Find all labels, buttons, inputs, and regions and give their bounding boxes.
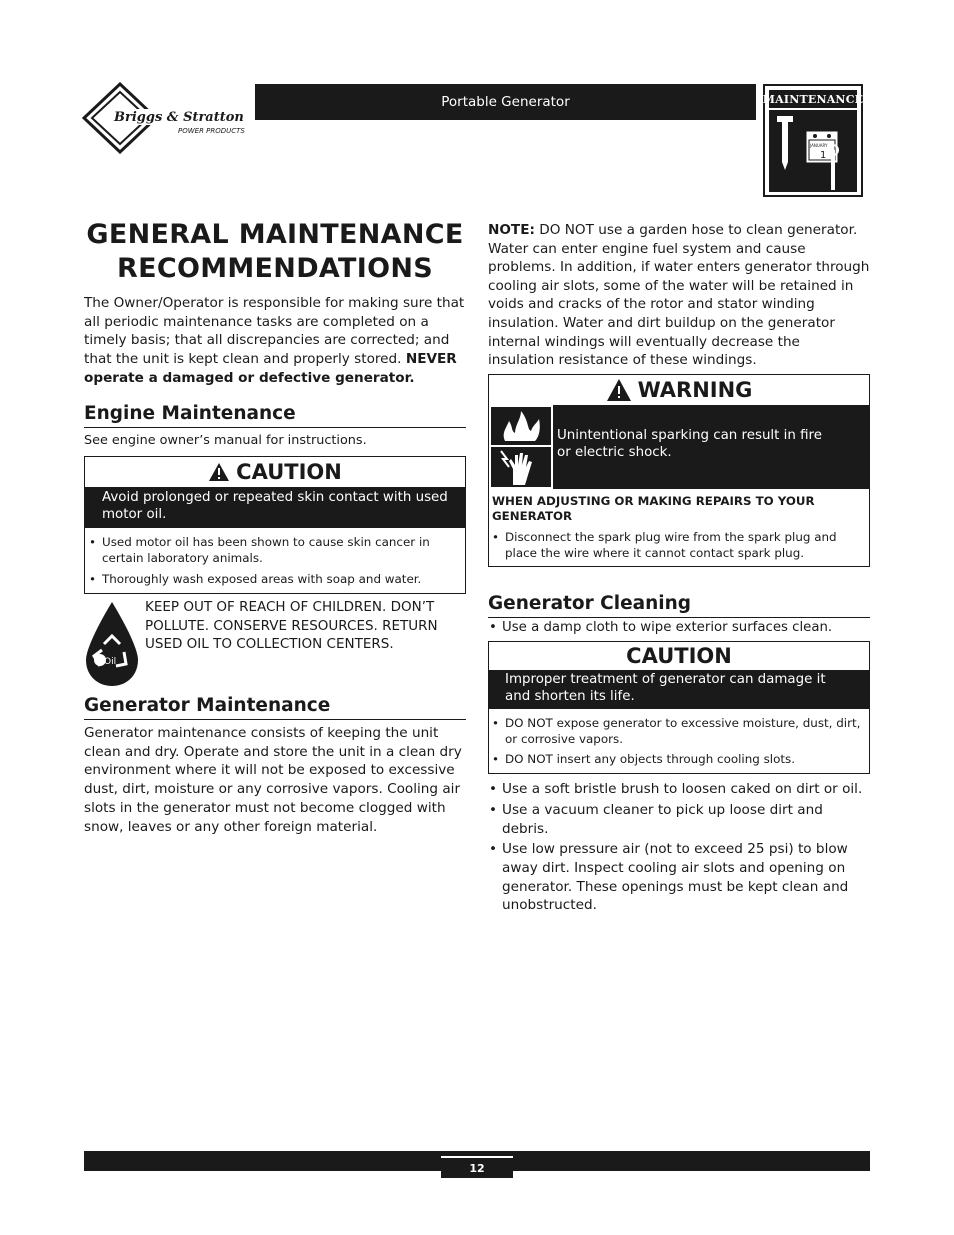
right-column xyxy=(488,218,870,915)
warning-subhead: WHEN ADJUSTING OR MAKING REPAIRS TO YOUR GENERATOR xyxy=(492,493,815,523)
cleaning-caution-box xyxy=(488,641,870,775)
engine-caution-header xyxy=(85,457,465,487)
recycle-oil-text: KEEP OUT OF REACH OF CHILDREN. DON’T POLLUTE. CONSERVE RESOURCES. RETURN USED OIL TO COLLECTION CENTERS. xyxy=(145,599,438,653)
fire-icon xyxy=(491,407,551,445)
engine-maintenance-text: See engine owner’s manual for instructions. xyxy=(84,432,367,448)
cleaning-list xyxy=(488,780,870,915)
warning-message: Unintentional sparking can result in fire or electric shock. xyxy=(557,427,823,461)
header-title: Portable Generator xyxy=(441,94,570,110)
cleaning-caution-message: Improper treatment of generator can damage it and shorten its life. xyxy=(489,670,869,709)
warning-header xyxy=(489,375,869,405)
briggs-stratton-logo xyxy=(82,82,254,154)
list-item: • Use a vacuum cleaner to pick up loose dirt and debris. xyxy=(488,801,870,838)
list-item: • Disconnect the spark plug wire from the spark plug and place the wire where it cannot contact spark plug. xyxy=(492,529,863,562)
svg-text:POWER PRODUCTS: POWER PRODUCTS xyxy=(178,127,245,135)
warning-message-row xyxy=(489,405,869,489)
svg-text:Briggs & Stratton: Briggs & Stratton xyxy=(114,110,244,125)
engine-caution-message: Avoid prolonged or repeated skin contact with used motor oil. xyxy=(85,487,465,528)
engine-caution-list xyxy=(85,528,465,594)
warning-list xyxy=(489,524,869,566)
list-item: • Use a soft bristle brush to loosen caked on dirt or oil. xyxy=(488,780,870,799)
maintenance-badge-label: MAINTENANCE xyxy=(769,90,857,108)
page-title-line1: GENERAL MAINTENANCE xyxy=(86,219,464,250)
generator-cleaning-heading: Generator Cleaning xyxy=(488,592,870,618)
engine-caution-box xyxy=(84,456,466,595)
warning-icons xyxy=(489,405,553,489)
maintenance-badge xyxy=(763,84,863,197)
list-item: • DO NOT expose generator to excessive moisture, dust, dirt, or corrosive vapors. xyxy=(492,715,863,748)
engine-caution-label: CAUTION xyxy=(236,459,342,484)
list-item: • Thoroughly wash exposed areas with soap and water. xyxy=(89,571,459,588)
warning-box xyxy=(488,374,870,567)
warning-triangle-icon xyxy=(208,462,230,482)
engine-maintenance-heading: Engine Maintenance xyxy=(84,402,466,428)
recycle-oil-drop-icon xyxy=(84,600,140,688)
intro-text: The Owner/Operator is responsible for making sure that all periodic maintenance tasks are completed on a timely basis; that all discrepancies are corrected; and that the unit is kept clean and properly stored. xyxy=(84,295,465,368)
oil-icon-label: Oil xyxy=(104,657,117,668)
left-column xyxy=(84,218,466,836)
generator-maintenance-text: Generator maintenance consists of keeping the unit clean and dry. Operate and store the unit in a clean dry environment where it will not be exposed to excessive dust, dirt, moisture or any corrosive vapors. Cooling air slots in the generator must not become clogged with snow, leaves or any other foreign material. xyxy=(84,725,462,835)
cleaning-first-list xyxy=(488,619,870,636)
header-bar xyxy=(255,84,756,120)
intro-paragraph xyxy=(84,294,466,388)
page-title-line2: RECOMMENDATIONS xyxy=(117,253,433,284)
intro-bold-warning: NEVER operate a damaged or defective generator. xyxy=(84,351,457,386)
svg-text:1: 1 xyxy=(820,150,827,161)
note-text: DO NOT use a garden hose to clean generator. Water can enter engine fuel system and cause problems. In addition, if water enters generator through cooling air slots, some of the water will be retained in voids and cracks of the rotor and stator winding insulation. Water and dirt buildup on the generator internal windings will eventually decrease the insulation resistance of these windings. xyxy=(488,222,870,369)
svg-text:JANUARY: JANUARY xyxy=(810,143,828,148)
generator-maintenance-heading: Generator Maintenance xyxy=(84,694,466,720)
page-number: 12 xyxy=(441,1156,513,1178)
electric-shock-icon xyxy=(491,447,551,487)
list-item: • Use low pressure air (not to exceed 25 psi) to blow away dirt. Inspect cooling air slots and opening on generator. These openings must be kept clean and unobstructed. xyxy=(488,840,870,915)
cleaning-caution-header xyxy=(489,642,869,670)
cleaning-caution-list xyxy=(489,709,869,774)
warning-label: WARNING xyxy=(637,377,753,402)
list-item: • Used motor oil has been shown to cause skin cancer in certain laboratory animals. xyxy=(89,534,459,567)
note-paragraph xyxy=(488,221,870,370)
page-title xyxy=(84,218,466,286)
list-item: • Use a damp cloth to wipe exterior surfaces clean. xyxy=(488,619,870,636)
wrench-calendar-icon xyxy=(769,110,857,192)
recycle-oil-notice xyxy=(84,598,466,692)
list-item: • DO NOT insert any objects through cooling slots. xyxy=(492,751,863,768)
cleaning-caution-label: CAUTION xyxy=(626,643,732,668)
warning-triangle-icon xyxy=(606,378,632,402)
note-label: NOTE: xyxy=(488,222,535,238)
